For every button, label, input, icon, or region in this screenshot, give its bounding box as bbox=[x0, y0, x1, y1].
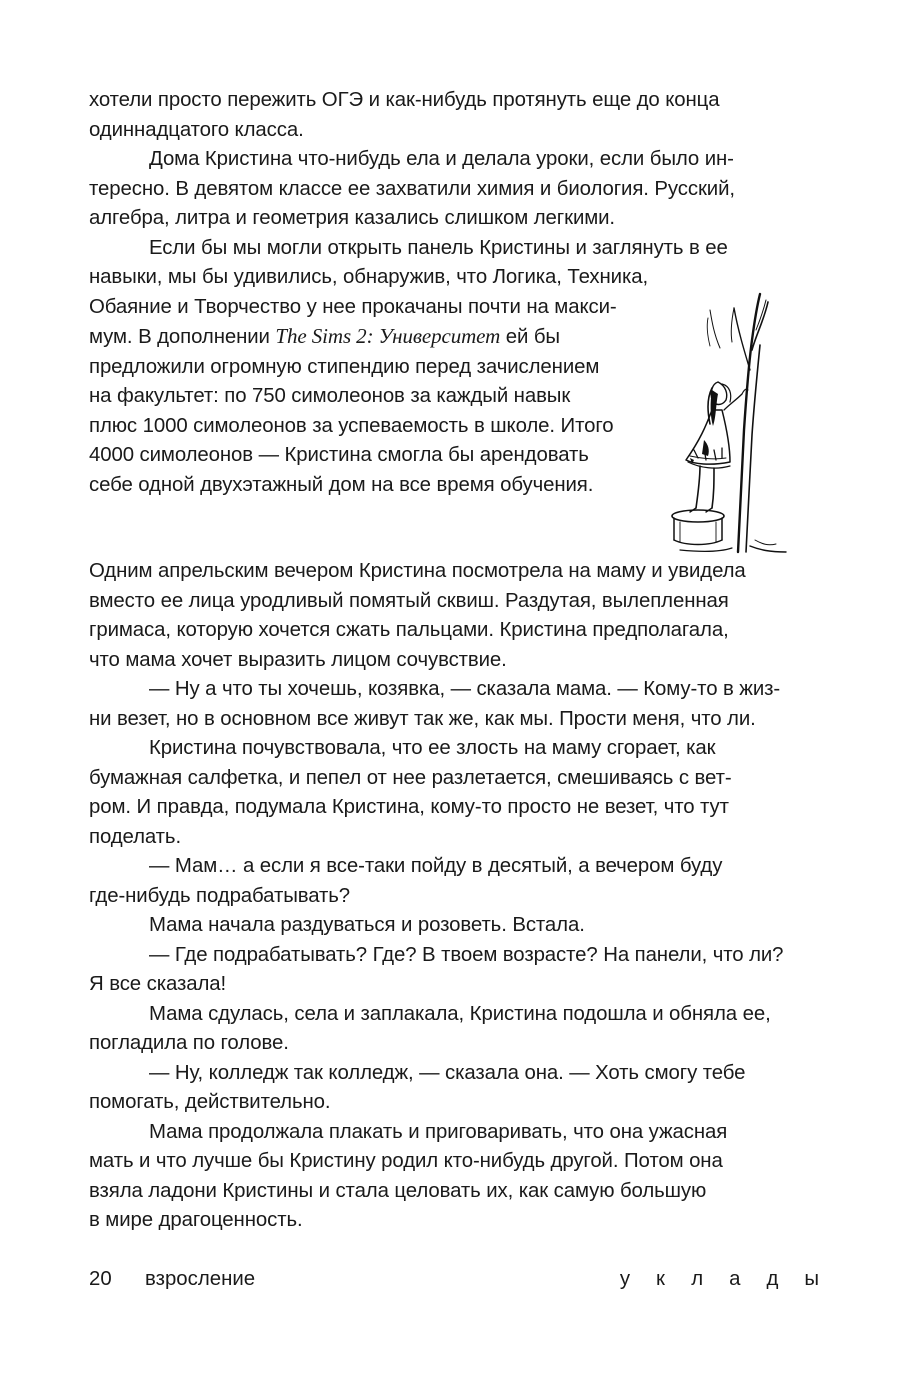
text-line: — Ну, колледж так колледж, — сказала она. — Хоть смогу тебе bbox=[149, 1061, 746, 1084]
text-line: плюс 1000 симолеонов за успеваемость в школе. Итого bbox=[89, 414, 614, 437]
text-line: бумажная салфетка, и пепел от нее разлетается, смешиваясь с вет- bbox=[89, 766, 732, 789]
text-line: что мама хочет выразить лицом сочувствие. bbox=[89, 648, 507, 671]
text-line: Я все сказала! bbox=[89, 973, 227, 995]
text-line: погладила по голове. bbox=[89, 1032, 289, 1054]
text-line: взяла ладони Кристины и стала целовать их, как самую большую bbox=[89, 1179, 707, 1202]
text-line: — Ну а что ты хочешь, козявка, — сказала мама. — Кому-то в жиз- bbox=[149, 678, 781, 700]
text-line: себе одной двухэтажный дом на все время обучения. bbox=[89, 473, 594, 496]
text-fragment: мум. В дополнении bbox=[89, 326, 276, 348]
text-line: Дома Кристина что-нибудь ела и делала уроки, если было ин- bbox=[149, 148, 734, 170]
text-line: Мама продолжала плакать и приговаривать, что она ужасная bbox=[149, 1120, 728, 1143]
paragraph bbox=[89, 145, 814, 234]
paragraph bbox=[89, 86, 814, 145]
series-title: уклады bbox=[619, 1268, 845, 1290]
text-line: ром. И правда, подумала Кристина, кому-то просто не везет, что тут bbox=[89, 796, 729, 818]
text-line: Если бы мы могли открыть панель Кристины и заглянуть в ее bbox=[149, 236, 728, 259]
text-line: в мире драгоценность. bbox=[89, 1209, 303, 1231]
page-number: 20 bbox=[89, 1268, 112, 1290]
text-fragment: ей бы bbox=[500, 326, 560, 348]
section-title: взросление bbox=[145, 1268, 256, 1290]
text-line: на факультет: по 750 симолеонов за каждый навык bbox=[89, 385, 571, 407]
text-line: где-нибудь подрабатывать? bbox=[89, 884, 351, 907]
paragraph bbox=[89, 852, 814, 911]
text-line: ни везет, но в основном все живут так же, как мы. Прости меня, что ли. bbox=[89, 707, 756, 730]
text-line: Мама начала раздуваться и розоветь. Встала. bbox=[149, 914, 585, 936]
paragraph bbox=[89, 557, 814, 675]
text-line: хотели просто пережить ОГЭ и как-нибудь протянуть еще до конца bbox=[89, 89, 720, 111]
paragraph bbox=[89, 941, 814, 1000]
text-line: — Мам… а если я все-таки пойду в десятый, а вечером буду bbox=[149, 855, 723, 877]
text-line: 4000 симолеонов — Кристина смогла бы арендовать bbox=[89, 444, 589, 466]
text-line: вместо ее лица уродливый помятый сквиш. Раздутая, вылепленная bbox=[89, 589, 729, 612]
text-line: помогать, действительно. bbox=[89, 1091, 331, 1113]
text-line: алгебра, литра и геометрия казались слишком легкими. bbox=[89, 207, 616, 229]
text-line: Кристина почувствовала, что ее злость на маму сгорает, как bbox=[149, 737, 716, 759]
text-line: тересно. В девятом классе ее захватили химия и биология. Русский, bbox=[89, 177, 735, 200]
paragraph bbox=[89, 734, 814, 852]
paragraph bbox=[89, 675, 814, 734]
paragraph bbox=[89, 1000, 814, 1059]
paragraph bbox=[89, 911, 814, 941]
paragraph bbox=[89, 1059, 814, 1118]
text-line: гримаса, которую хочется сжать пальцами. Кристина предполагала, bbox=[89, 619, 729, 641]
game-title: The Sims 2: Университет bbox=[275, 324, 501, 348]
text-line: одиннадцатого класса. bbox=[89, 118, 304, 141]
text-line: Одним апрельским вечером Кристина посмотрела на маму и увидела bbox=[89, 560, 746, 582]
text-line: предложили огромную стипендию перед зачислением bbox=[89, 355, 600, 378]
text-block-bottom bbox=[89, 557, 814, 1236]
girl-by-tree-illustration bbox=[660, 290, 790, 558]
text-line: навыки, мы бы удивились, обнаружив, что Логика, Техника, bbox=[89, 266, 649, 288]
text-line: Обаяние и Творчество у нее прокачаны почти на макси- bbox=[89, 295, 617, 318]
text-line: Мама сдулась, села и заплакала, Кристина подошла и обняла ее, bbox=[149, 1002, 771, 1025]
text-line: мать и что лучше бы Кристину родил кто-нибудь другой. Потом она bbox=[89, 1150, 723, 1172]
paragraph bbox=[89, 1118, 814, 1236]
text-line: поделать. bbox=[89, 825, 182, 848]
page-footer bbox=[89, 1268, 845, 1298]
text-line: — Где подрабатывать? Где? В твоем возрасте? На панели, что ли? bbox=[149, 943, 784, 966]
